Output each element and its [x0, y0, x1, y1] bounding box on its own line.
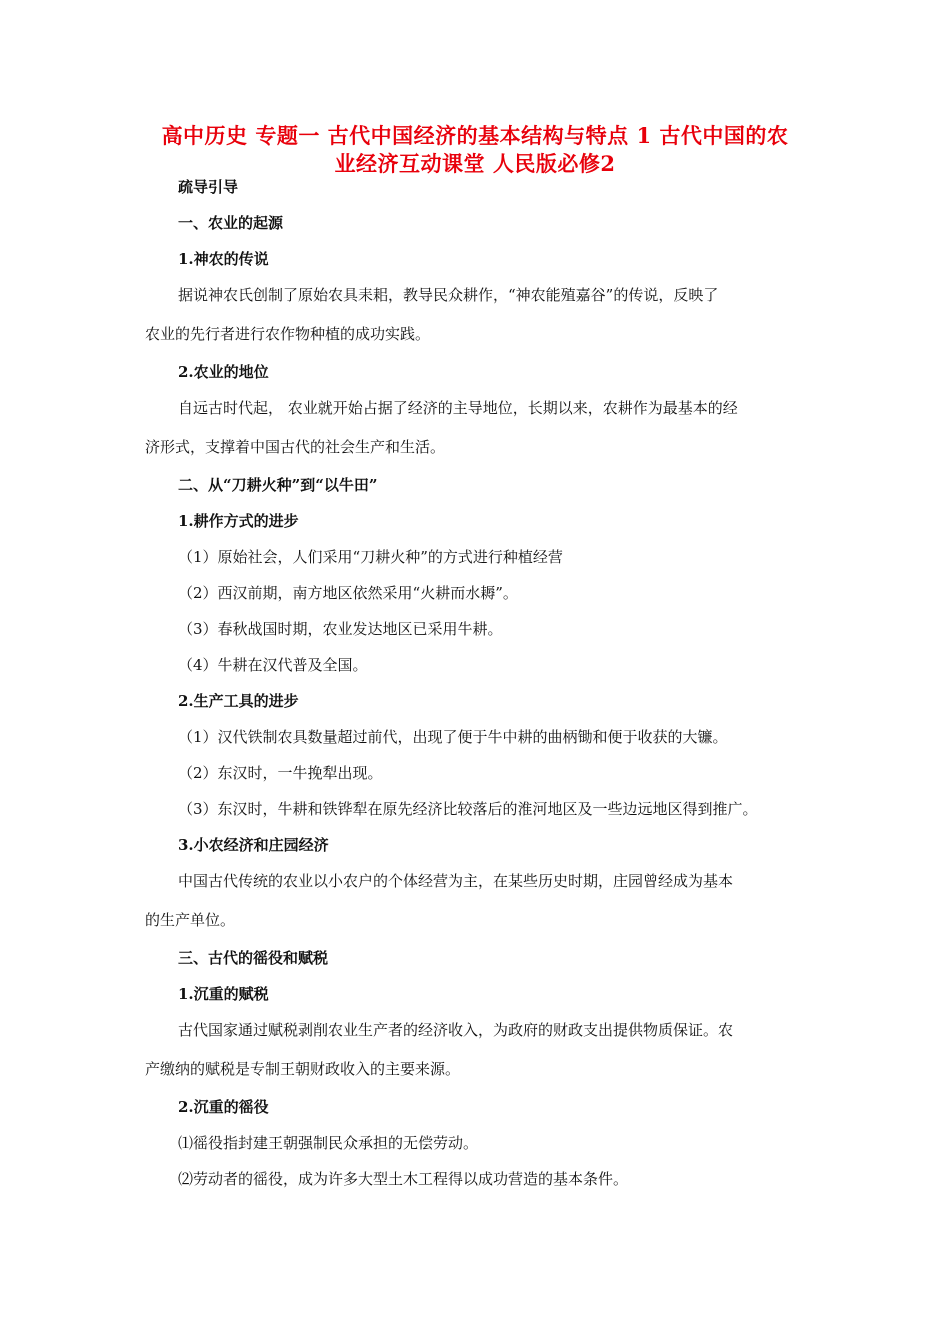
section-1-1-heading: 1.神农的传说 [178, 250, 269, 268]
section-3-2-heading: 2.沉重的徭役 [178, 1098, 269, 1116]
section-2-3-paragraph-line-1: 中国古代传统的农业以小农户的个体经营为主，在某些历史时期，庄园曾经成为基本 [178, 872, 734, 890]
section-2-heading: 二、从“刀耕火种”到“以牛田” [178, 476, 378, 494]
guide-heading: 疏导引导 [178, 178, 239, 196]
title-line-1: 高中历史 专题一 古代中国经济的基本结构与特点 1 古代中国的农 [161, 123, 789, 148]
list-item: （2）西汉前期，南方地区依然采用“火耕而水耨”。 [178, 584, 518, 602]
list-item: （1）汉代铁制农具数量超过前代，出现了便于牛中耕的曲柄锄和便于收获的大镰。 [178, 728, 728, 746]
section-1-1-paragraph-line-1: 据说神农氏创制了原始农具耒耜，教导民众耕作，“神农能殖嘉谷”的传说，反映了 [178, 286, 719, 304]
section-2-3-paragraph-line-2: 的生产单位。 [145, 911, 236, 929]
section-1-heading: 一、农业的起源 [178, 214, 284, 232]
list-item: （4）牛耕在汉代普及全国。 [178, 656, 368, 674]
section-1-2-paragraph-line-2: 济形式，支撑着中国古代的社会生产和生活。 [145, 438, 446, 456]
list-item: （1）原始社会，人们采用“刀耕火种”的方式进行种植经营 [178, 548, 563, 566]
section-2-1-heading: 1.耕作方式的进步 [178, 512, 299, 530]
section-1-1-paragraph-line-2: 农业的先行者进行农作物种植的成功实践。 [145, 325, 431, 343]
section-3-heading: 三、古代的徭役和赋税 [178, 949, 329, 967]
section-2-3-heading: 3.小农经济和庄园经济 [178, 836, 329, 854]
section-3-1-paragraph-line-2: 产缴纳的赋税是专制王朝财政收入的主要来源。 [145, 1060, 461, 1078]
list-item: （3）东汉时，牛耕和铁铧犁在原先经济比较落后的淮河地区及一些边远地区得到推广。 [178, 800, 758, 818]
section-3-1-heading: 1.沉重的赋税 [178, 985, 269, 1003]
section-2-2-heading: 2.生产工具的进步 [178, 692, 299, 710]
list-item: （2）东汉时，一牛挽犁出现。 [178, 764, 383, 782]
document-title [140, 122, 810, 178]
list-item: ⑴徭役指封建王朝强制民众承担的无偿劳动。 [178, 1134, 479, 1152]
list-item: （3）春秋战国时期，农业发达地区已采用牛耕。 [178, 620, 503, 638]
section-3-1-paragraph-line-1: 古代国家通过赋税剥削农业生产者的经济收入，为政府的财政支出提供物质保证。农 [178, 1021, 734, 1039]
title-line-2: 业经济互动课堂 人民版必修2 [334, 151, 616, 176]
section-1-2-paragraph-line-1: 自远古时代起， 农业就开始占据了经济的主导地位，长期以来，农耕作为最基本的经 [178, 399, 738, 417]
section-1-2-heading: 2.农业的地位 [178, 363, 269, 381]
list-item: ⑵劳动者的徭役，成为许多大型土木工程得以成功营造的基本条件。 [178, 1170, 629, 1188]
